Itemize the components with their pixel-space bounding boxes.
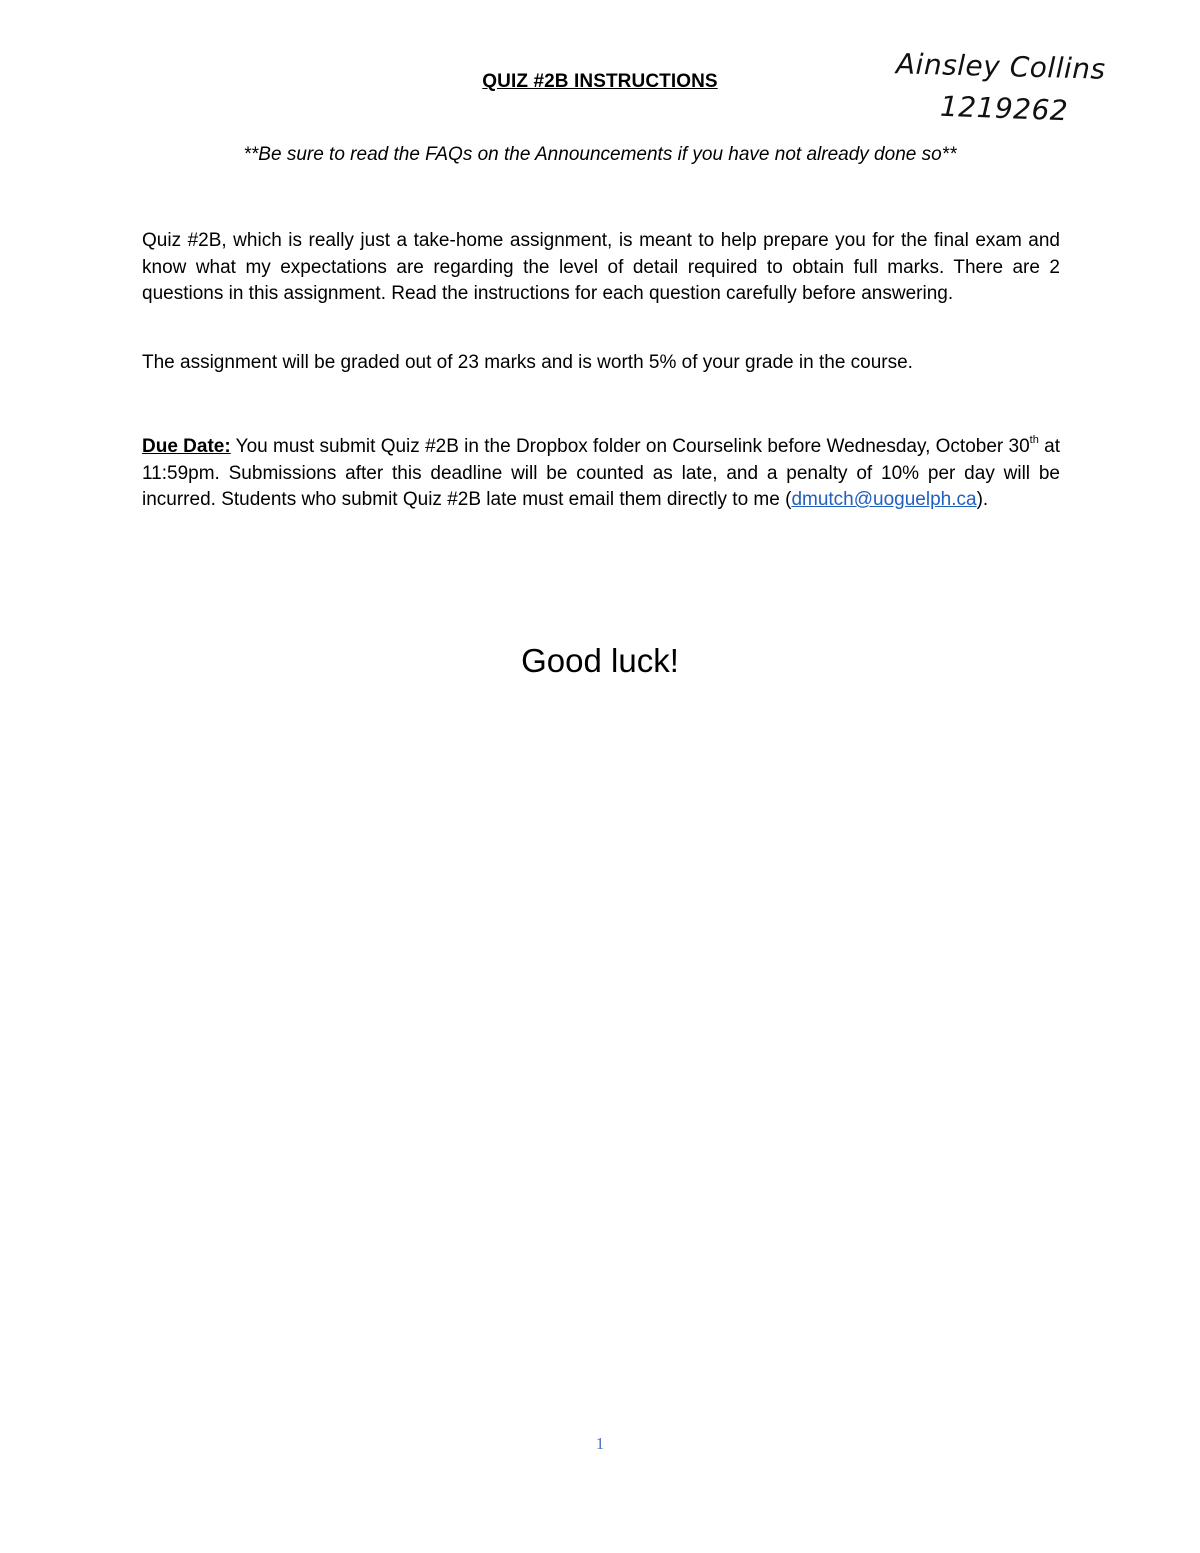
due-date-label: Due Date: [142, 436, 231, 457]
page-number: 1 [595, 1434, 605, 1453]
due-date-text: You must submit Quiz #2B in the Dropbox folder on Courselink before Wednesday, October 30 [230, 436, 1030, 457]
handwritten-student-id: 1219262 [939, 89, 1069, 128]
closing-message: Good luck! [521, 642, 679, 679]
grading-paragraph: The assignment will be graded out of 23 marks and is worth 5% of your grade in the course. [142, 352, 913, 373]
due-date-text-continued: at 11:59pm. Submissions after this deadline will be counted as late, and a penalty of 10% per day will be incurred. Students who submit Quiz #2B late must email them directly to me ( [142, 436, 1060, 510]
document-title: QUIZ #2B INSTRUCTIONS [482, 71, 718, 92]
email-link[interactable]: dmutch@uoguelph.ca [791, 489, 977, 510]
due-date-text-end: ). [976, 489, 989, 510]
faq-reminder: **Be sure to read the FAQs on the Announcements if you have not already done so** [243, 144, 957, 165]
handwritten-student-name: Ainsley Collins [895, 47, 1107, 86]
due-date-paragraph [142, 434, 1060, 514]
intro-paragraph: Quiz #2B, which is really just a take-home assignment, is meant to help prepare you for the final exam and know what my expectations are regarding the level of detail required to obtain full marks. There are 2 questions in this assignment. Read the instructions for each question carefully before answering. [142, 230, 1060, 304]
date-superscript: th [1029, 433, 1039, 446]
